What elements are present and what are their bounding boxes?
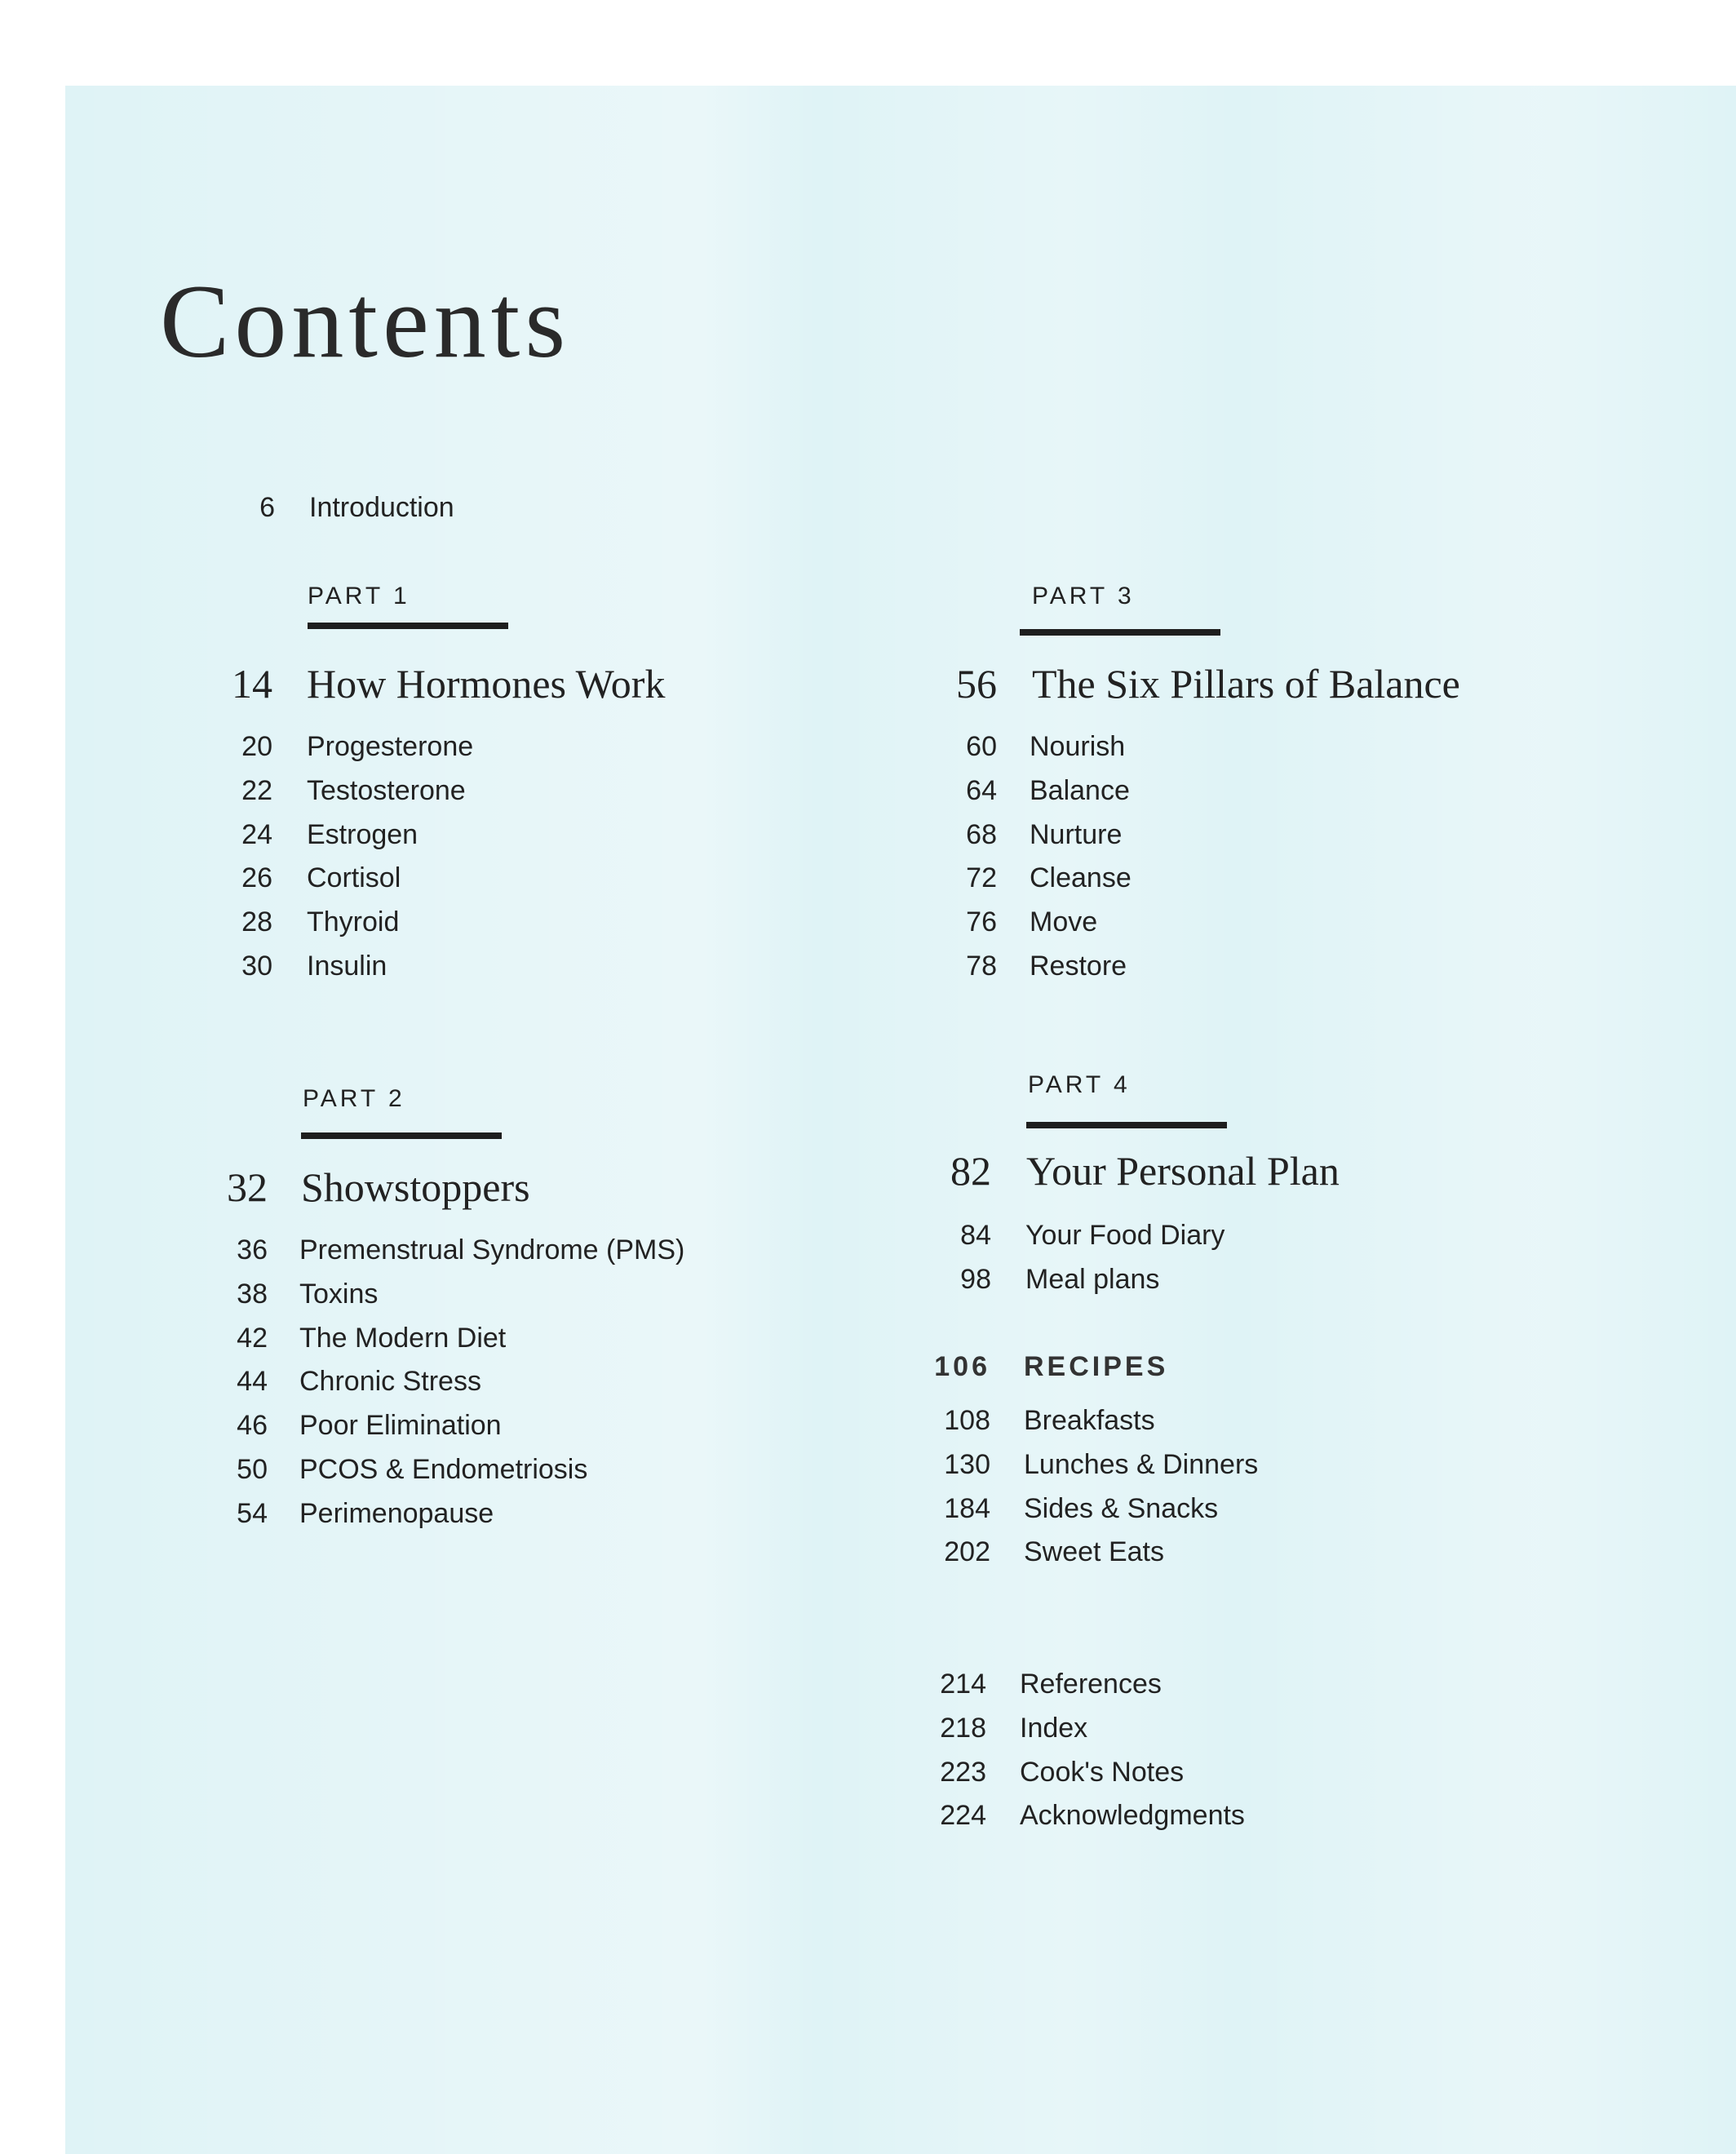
page-number: 98 — [960, 1263, 991, 1295]
entry-label: Insulin — [307, 950, 388, 982]
page-number: 44 — [237, 1366, 268, 1398]
page-number: 24 — [241, 818, 272, 850]
entry-label: How Hormones Work — [307, 661, 666, 707]
entry-label: Cortisol — [307, 862, 401, 894]
toc-entry — [0, 813, 1736, 858]
entry-label: Introduction — [309, 492, 454, 523]
entry-label: Showstoppers — [301, 1164, 530, 1210]
toc-entry — [0, 1487, 1736, 1531]
page-number: 202 — [944, 1536, 990, 1568]
entry-label: Move — [1030, 906, 1098, 938]
toc-entry — [0, 1258, 1736, 1302]
page-number: 82 — [950, 1148, 991, 1194]
page-number: 184 — [944, 1492, 990, 1524]
toc-entry — [0, 1214, 1736, 1258]
page-number: 223 — [940, 1756, 986, 1788]
entry-label: Your Personal Plan — [1026, 1148, 1340, 1194]
toc-entry — [0, 769, 1736, 813]
entry-label: Nourish — [1030, 731, 1126, 762]
toc-section — [0, 1399, 1736, 1575]
toc-entry — [0, 1794, 1736, 1838]
page-number: 218 — [940, 1712, 986, 1744]
entry-label: Estrogen — [307, 818, 418, 850]
entry-label: Nurture — [1030, 818, 1123, 850]
part-label: PART 2 — [303, 1085, 405, 1112]
part-divider — [1026, 1122, 1227, 1128]
entry-label: Breakfasts — [1024, 1405, 1155, 1436]
page-number: 30 — [241, 950, 272, 982]
toc-section — [0, 1146, 1736, 1195]
page-title: Contents — [160, 264, 571, 379]
toc-section — [0, 725, 1736, 989]
part-label: PART 3 — [1032, 583, 1135, 609]
page-number: 72 — [966, 862, 997, 894]
entry-label: Restore — [1030, 950, 1127, 982]
page-number: 224 — [940, 1800, 986, 1832]
page-number: 214 — [940, 1669, 986, 1700]
entry-label: Testosterone — [307, 774, 466, 806]
recipes-heading — [0, 1345, 1736, 1389]
toc-entry-introduction — [0, 486, 1736, 530]
page-number: 28 — [241, 906, 272, 938]
part-divider — [301, 1132, 502, 1139]
page-number: 68 — [966, 818, 997, 850]
toc-entry — [0, 857, 1736, 901]
toc-section — [0, 1214, 1736, 1302]
toc-entry — [0, 1531, 1736, 1575]
entry-label: Premenstrual Syndrome (PMS) — [299, 1234, 685, 1265]
entry-label: Sides & Snacks — [1024, 1492, 1219, 1524]
page-number: 108 — [944, 1405, 990, 1436]
toc-entry — [0, 901, 1736, 945]
entry-label: Poor Elimination — [299, 1410, 502, 1442]
toc-section — [0, 1663, 1736, 1838]
page-number: 14 — [232, 661, 272, 707]
toc-entry — [0, 725, 1736, 769]
watercolor-background — [65, 86, 1736, 2154]
page-number: 106 — [934, 1351, 990, 1382]
toc-section — [0, 659, 1736, 708]
page-number: 36 — [237, 1234, 268, 1265]
page-number: 64 — [966, 774, 997, 806]
page-number: 38 — [237, 1278, 268, 1310]
page-number: 130 — [944, 1448, 990, 1480]
page-number: 32 — [227, 1164, 268, 1210]
entry-label: References — [1020, 1669, 1162, 1700]
entry-label: Perimenopause — [299, 1497, 494, 1529]
toc-entry — [0, 1707, 1736, 1751]
entry-label: The Six Pillars of Balance — [1032, 661, 1460, 707]
part-heading — [0, 659, 1736, 708]
entry-label: Thyroid — [307, 906, 400, 938]
entry-label: Toxins — [299, 1278, 379, 1310]
entry-label: Index — [1020, 1712, 1088, 1744]
entry-label: Chronic Stress — [299, 1366, 481, 1398]
page-number: 78 — [966, 950, 997, 982]
toc-entry — [0, 1399, 1736, 1443]
page-number: 60 — [966, 731, 997, 762]
page-number: 20 — [241, 731, 272, 762]
page-number: 26 — [241, 862, 272, 894]
entry-label: Lunches & Dinners — [1024, 1448, 1259, 1480]
entry-label: Cleanse — [1030, 862, 1132, 894]
toc-entry — [0, 945, 1736, 989]
page-number: 6 — [259, 492, 275, 523]
entry-label: Sweet Eats — [1024, 1536, 1164, 1568]
toc-section — [0, 1345, 1736, 1389]
entry-label: Cook's Notes — [1020, 1756, 1185, 1788]
page-number: 42 — [237, 1322, 268, 1354]
page-number: 46 — [237, 1410, 268, 1442]
page-number: 84 — [960, 1220, 991, 1251]
entry-label: Balance — [1030, 774, 1130, 806]
part-label: PART 4 — [1028, 1071, 1131, 1098]
page-number: 76 — [966, 906, 997, 938]
entry-label: PCOS & Endometriosis — [299, 1453, 588, 1485]
page-number: 56 — [956, 661, 997, 707]
entry-label: Acknowledgments — [1020, 1800, 1245, 1832]
page-number: 54 — [237, 1497, 268, 1529]
entry-label: Progesterone — [307, 731, 474, 762]
toc-entry — [0, 1751, 1736, 1795]
page-number: 22 — [241, 774, 272, 806]
part-divider — [1020, 629, 1220, 636]
entry-label: Meal plans — [1025, 1263, 1160, 1295]
entry-label: The Modern Diet — [299, 1322, 507, 1354]
toc-section — [0, 486, 1736, 530]
entry-label: Your Food Diary — [1025, 1220, 1225, 1251]
toc-entry — [0, 1443, 1736, 1487]
part-label: PART 1 — [308, 583, 410, 609]
page-number: 50 — [237, 1453, 268, 1485]
entry-label: RECIPES — [1024, 1351, 1169, 1382]
part-heading — [0, 1146, 1736, 1195]
toc-entry — [0, 1663, 1736, 1707]
part-divider — [308, 623, 508, 629]
